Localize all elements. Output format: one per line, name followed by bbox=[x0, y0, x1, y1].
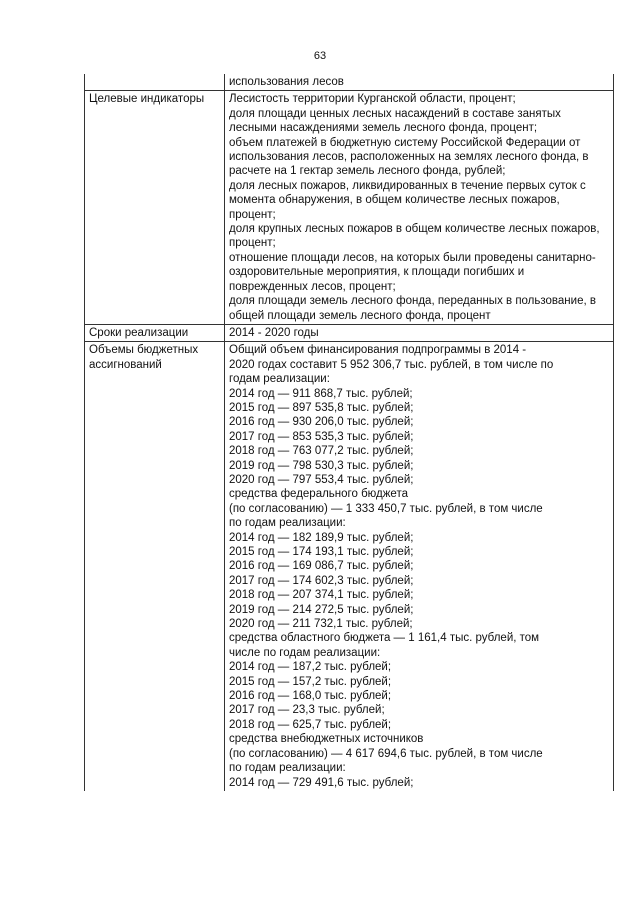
row-value-line: числе по годам реализации: bbox=[229, 646, 381, 659]
passport-table-body bbox=[85, 74, 614, 791]
row-value-line: процент; bbox=[229, 208, 276, 221]
row-label-cell bbox=[85, 91, 225, 325]
table-row bbox=[85, 324, 614, 341]
row-value-line: расчете на 1 гектар земель лесного фонда, рублей; bbox=[229, 165, 506, 178]
page-number: 63 bbox=[313, 50, 327, 62]
row-value-line: 2016 год — 169 086,7 тыс. рублей; bbox=[229, 560, 414, 573]
row-value-line: 2015 год — 157,2 тыс. рублей; bbox=[229, 675, 392, 688]
row-value-line: средства областного бюджета — 1 161,4 тыс. рублей, том bbox=[229, 632, 540, 645]
row-value-line: 2016 год — 168,0 тыс. рублей; bbox=[229, 690, 392, 703]
row-value-line: 2014 год — 182 189,9 тыс. рублей; bbox=[229, 531, 414, 544]
row-value-line: 2017 год — 23,3 тыс. рублей; bbox=[229, 704, 385, 717]
row-label: Сроки реализации bbox=[89, 326, 189, 339]
row-value-line: 2020 год — 211 732,1 тыс. рублей; bbox=[229, 618, 413, 631]
row-value-cell bbox=[225, 74, 614, 91]
passport-table bbox=[84, 74, 614, 791]
row-value-line: доля крупных лесных пожаров в общем количестве лесных пожаров, bbox=[229, 223, 600, 236]
row-value-line: Общий объем финансирования подпрограммы в 2014 - bbox=[229, 344, 527, 357]
row-value-line: общей площади земель лесного фонда, процент bbox=[229, 309, 491, 322]
row-value-line: Лесистость территории Курганской области, процент; bbox=[229, 93, 516, 106]
row-label-cell bbox=[85, 324, 225, 341]
row-label-cell bbox=[85, 342, 225, 791]
row-value-line: доля площади земель лесного фонда, переданных в пользование, в bbox=[229, 295, 596, 308]
row-value-line: оздоровительные мероприятия, к площади погибших и bbox=[229, 266, 525, 279]
row-value-line: процент; bbox=[229, 237, 276, 250]
row-value-line: использования лесов, расположенных на землях лесного фонда, в bbox=[229, 151, 589, 164]
row-value-line: объем платежей в бюджетную систему Российской Федерации от bbox=[229, 136, 581, 149]
row-value-cell bbox=[225, 342, 614, 791]
row-value-line: 2017 год — 853 535,3 тыс. рублей; bbox=[229, 430, 414, 443]
row-value-line: 2014 год — 729 491,6 тыс. рублей; bbox=[229, 776, 414, 789]
row-value-line: 2014 - 2020 годы bbox=[229, 326, 319, 339]
row-label: Объемы бюджетных ассигнований bbox=[89, 344, 199, 371]
row-value-line: 2014 год — 911 868,7 тыс. рублей; bbox=[229, 387, 413, 400]
row-value-line: средства внебюджетных источников bbox=[229, 733, 424, 746]
row-value-line: 2018 год — 625,7 тыс. рублей; bbox=[229, 718, 392, 731]
row-value-line: поврежденных лесов, процент; bbox=[229, 280, 396, 293]
row-value-line: использования лесов bbox=[229, 76, 344, 88]
row-value-line: годам реализации: bbox=[229, 373, 330, 386]
row-value-line: 2019 год — 798 530,3 тыс. рублей; bbox=[229, 459, 414, 472]
row-value-line: 2019 год — 214 272,5 тыс. рублей; bbox=[229, 603, 414, 616]
row-value-line: (по согласованию) — 1 333 450,7 тыс. рублей, в том числе bbox=[229, 502, 543, 515]
row-value-line: 2014 год — 187,2 тыс. рублей; bbox=[229, 661, 392, 674]
row-value-line: лесными насаждениями земель лесного фонда, процент; bbox=[229, 122, 538, 135]
row-value-line: 2015 год — 174 193,1 тыс. рублей; bbox=[229, 546, 414, 558]
table-row bbox=[85, 342, 614, 791]
row-value-line: 2016 год — 930 206,0 тыс. рублей; bbox=[229, 416, 414, 429]
row-value-line: доля площади ценных лесных насаждений в составе занятых bbox=[229, 107, 561, 120]
table-row bbox=[85, 91, 614, 325]
row-value-line: доля лесных пожаров, ликвидированных в течение первых суток с bbox=[229, 179, 586, 192]
row-value-line: (по согласованию) — 4 617 694,6 тыс. рублей, в том числе bbox=[229, 747, 543, 760]
row-value-line: средства федерального бюджета bbox=[229, 488, 408, 501]
row-value-line: отношение площади лесов, на которых были проведены санитарно- bbox=[229, 251, 596, 264]
row-value-line: 2018 год — 207 374,1 тыс. рублей; bbox=[229, 589, 414, 602]
row-value-cell bbox=[225, 91, 614, 325]
table-row bbox=[85, 74, 614, 91]
row-value-cell bbox=[225, 324, 614, 341]
row-label: Целевые индикаторы bbox=[89, 93, 205, 106]
row-value-line: по годам реализации: bbox=[229, 517, 346, 530]
row-value-line: 2017 год — 174 602,3 тыс. рублей; bbox=[229, 574, 414, 587]
row-value-line: 2015 год — 897 535,8 тыс. рублей; bbox=[229, 401, 414, 414]
row-value-line: 2020 годах составит 5 952 306,7 тыс. рублей, в том числе по bbox=[229, 358, 554, 371]
row-value-line: 2018 год — 763 077,2 тыс. рублей; bbox=[229, 445, 414, 458]
row-value-line: момента обнаружения, в общем количестве лесных пожаров, bbox=[229, 194, 560, 207]
row-value-line: по годам реализации: bbox=[229, 762, 346, 775]
row-label-cell bbox=[85, 74, 225, 91]
row-value-line: 2020 год — 797 553,4 тыс. рублей; bbox=[229, 473, 414, 486]
